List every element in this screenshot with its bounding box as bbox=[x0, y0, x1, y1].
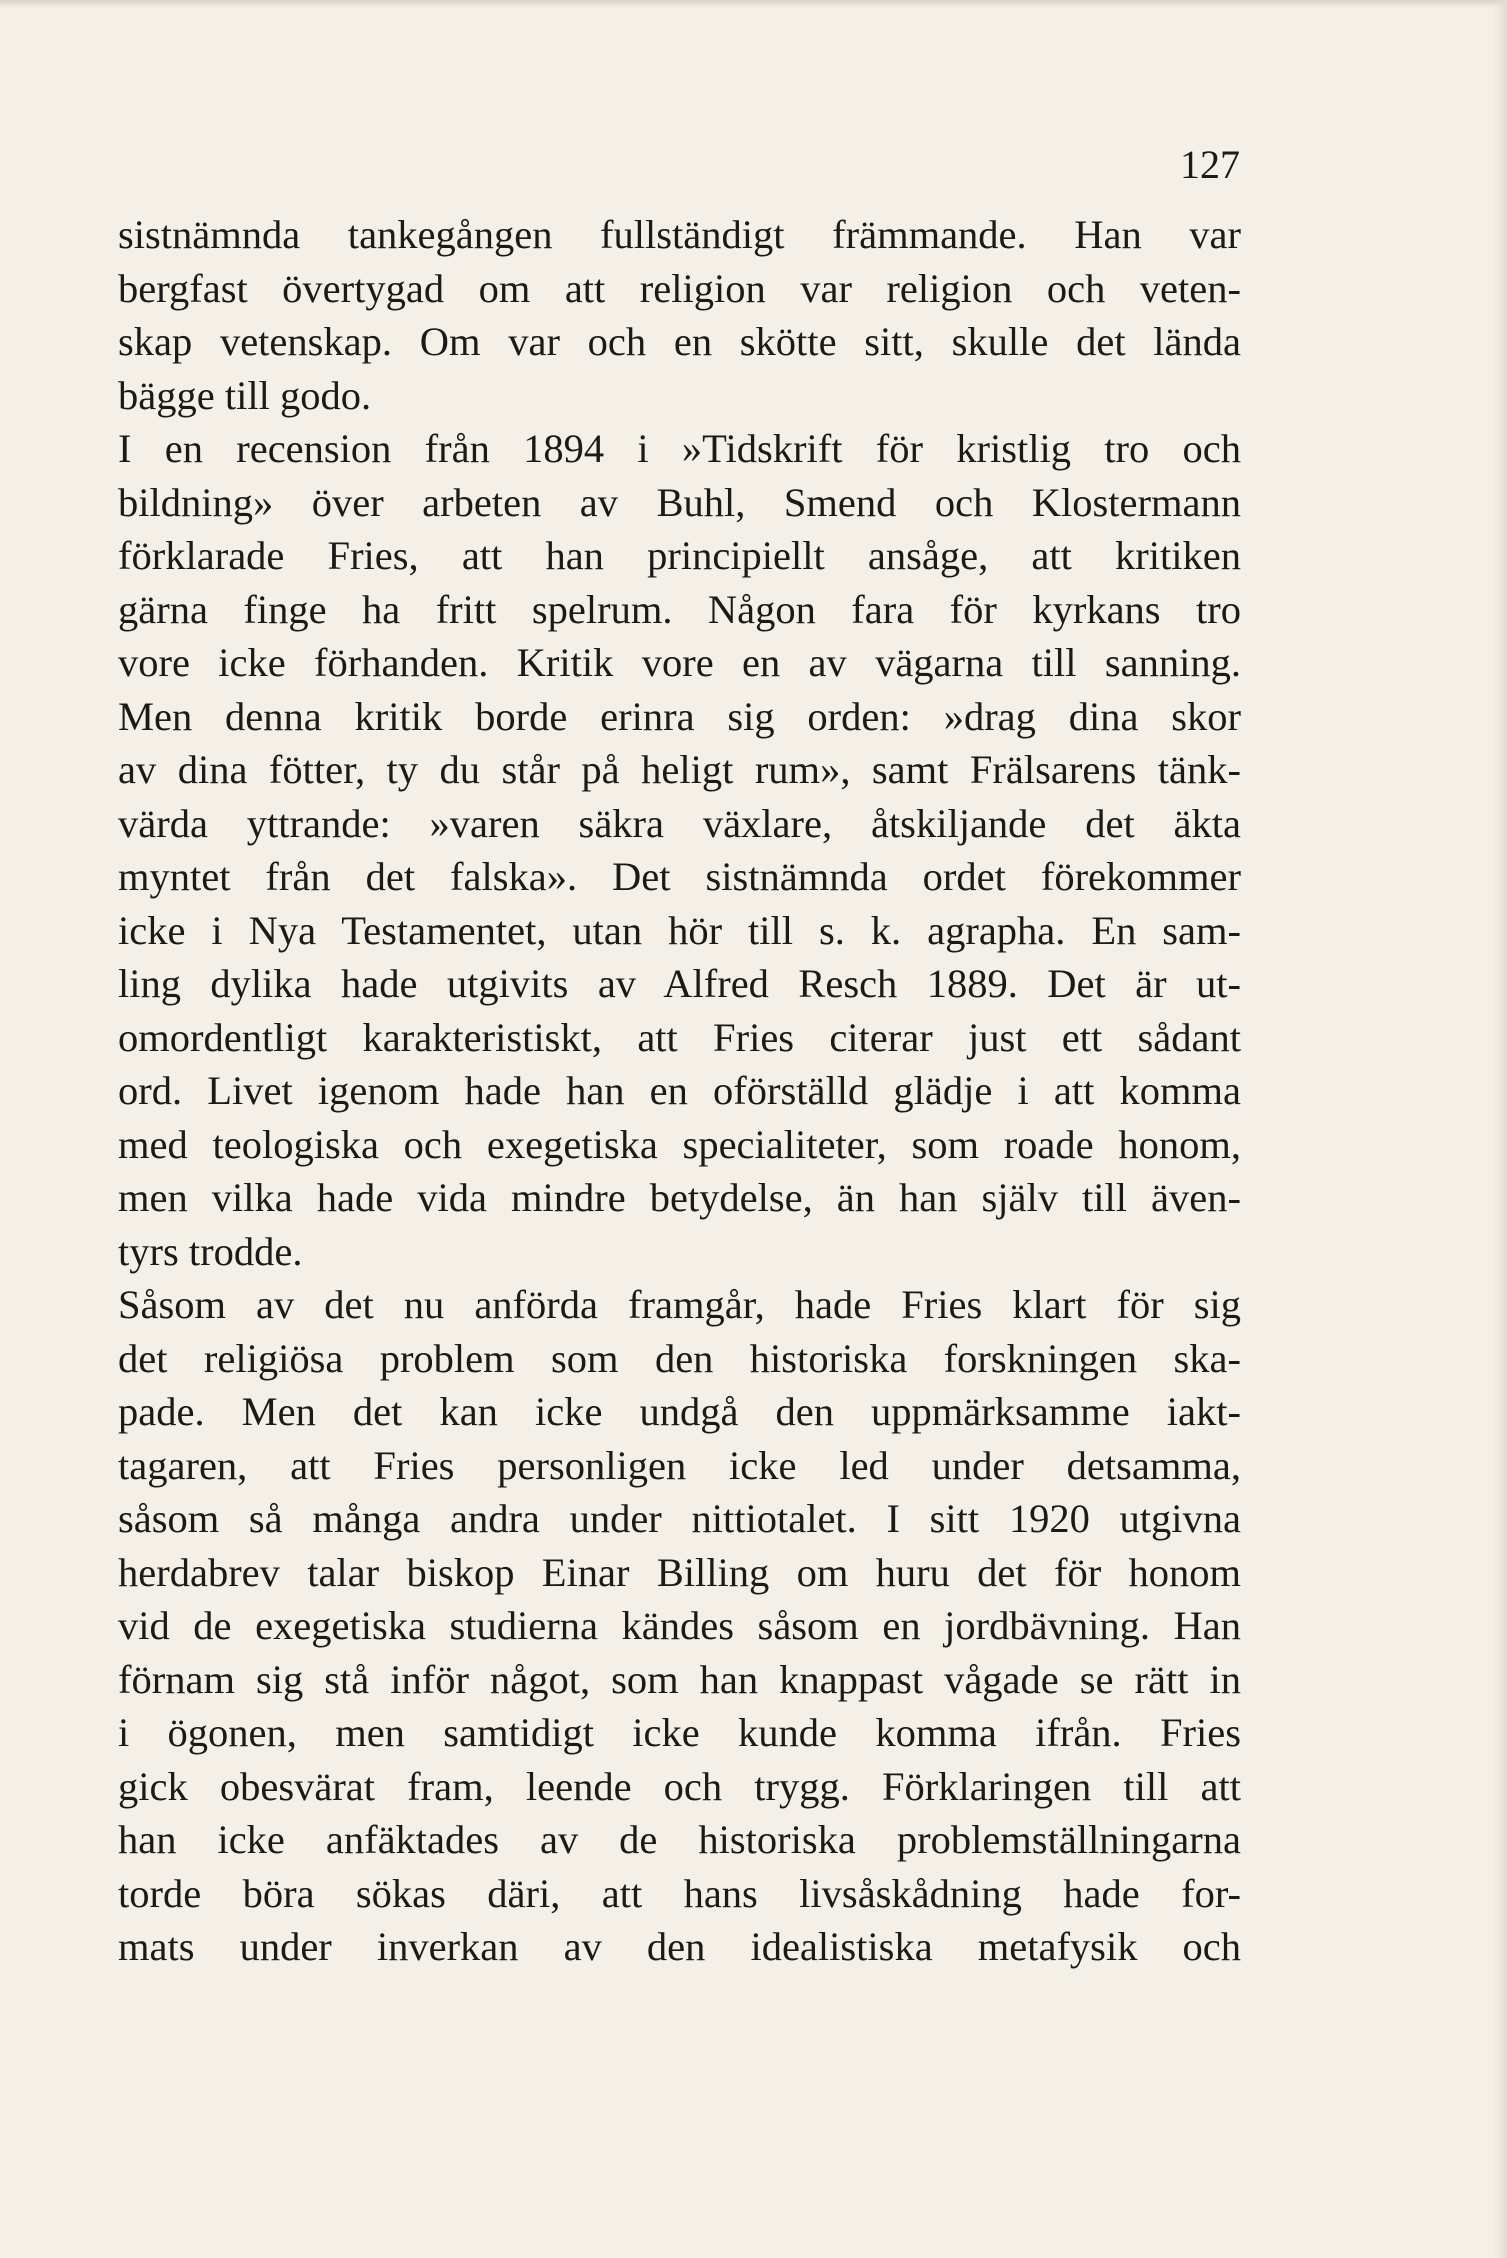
text-line: gärna finge ha fritt spelrum. Någon fara för kyrkans tro bbox=[118, 586, 1241, 632]
text-line: förnam sig stå inför något, som han knappast vågade se rätt in bbox=[118, 1656, 1241, 1702]
text-line: pade. Men det kan icke undgå den uppmärksamme iakt- bbox=[118, 1389, 1241, 1434]
text-line: vid de exegetiska studierna kändes såsom en jordbävning. Han bbox=[118, 1603, 1241, 1648]
text-line: vore icke förhanden. Kritik vore en av vägarna till sanning. bbox=[118, 640, 1241, 685]
text-line: sistnämnda tankegången fullständigt främmande. Han var bbox=[118, 212, 1241, 257]
text-line: med teologiska och exegetiska specialiteter, som roade honom, bbox=[118, 1121, 1241, 1167]
text-line: mats under inverkan av den idealistiska metafysik och bbox=[118, 1924, 1241, 1969]
page-right-edge bbox=[1493, 0, 1507, 2258]
text-line: i ögonen, men samtidigt icke kunde komma ifrån. Fries bbox=[118, 1710, 1241, 1755]
text-line: bergfast övertygad om att religion var religion och veten- bbox=[118, 265, 1241, 311]
text-line: tagaren, att Fries personligen icke led under detsamma, bbox=[118, 1442, 1241, 1488]
text-line: gick obesvärat fram, leende och trygg. Förklaringen till att bbox=[118, 1763, 1241, 1809]
text-line: Men denna kritik borde erinra sig orden: »drag dina skor bbox=[118, 693, 1241, 739]
text-line: Såsom av det nu anförda framgår, hade Fries klart för sig bbox=[118, 1282, 1241, 1327]
text-line: ling dylika hade utgivits av Alfred Resch 1889. Det är ut- bbox=[118, 961, 1241, 1006]
text-line: herdabrev talar biskop Einar Billing om huru det för honom bbox=[118, 1549, 1241, 1595]
text-line: bildning» över arbeten av Buhl, Smend och Klostermann bbox=[118, 479, 1241, 525]
text-line: bägge till godo. bbox=[118, 372, 372, 418]
text-line: myntet från det falska». Det sistnämnda ordet förekommer bbox=[118, 854, 1241, 899]
text-line: men vilka hade vida mindre betydelse, än han själv till även- bbox=[118, 1175, 1241, 1220]
text-line: skap vetenskap. Om var och en skötte sitt, skulle det lända bbox=[118, 319, 1241, 364]
text-line: värda yttrande: »varen säkra växlare, åtskiljande det äkta bbox=[118, 800, 1241, 846]
text-line: förklarade Fries, att han principiellt ansåge, att kritiken bbox=[118, 533, 1241, 578]
text-line: av dina fötter, ty du står på heligt rum», samt Frälsarens tänk- bbox=[118, 747, 1241, 792]
page-number: 127 bbox=[1180, 142, 1240, 187]
text-line: såsom så många andra under nittiotalet. I sitt 1920 utgivna bbox=[118, 1496, 1241, 1541]
body-text bbox=[118, 208, 1241, 1974]
text-line: icke i Nya Testamentet, utan hör till s. k. agrapha. En sam- bbox=[118, 907, 1241, 953]
text-line: han icke anfäktades av de historiska problemställningarna bbox=[118, 1817, 1241, 1862]
text-line: torde böra sökas däri, att hans livsåskådning hade for- bbox=[118, 1870, 1241, 1916]
text-line: det religiösa problem som den historiska forskningen ska- bbox=[118, 1335, 1241, 1381]
page-top-edge bbox=[0, 0, 1507, 8]
text-line: tyrs trodde. bbox=[118, 1228, 303, 1274]
text-line: ord. Livet igenom hade han en oförställd glädje i att komma bbox=[118, 1068, 1241, 1113]
text-line: omordentligt karakteristiskt, att Fries citerar just ett sådant bbox=[118, 1014, 1241, 1060]
text-line: I en recension från 1894 i »Tidskrift för kristlig tro och bbox=[118, 426, 1241, 471]
